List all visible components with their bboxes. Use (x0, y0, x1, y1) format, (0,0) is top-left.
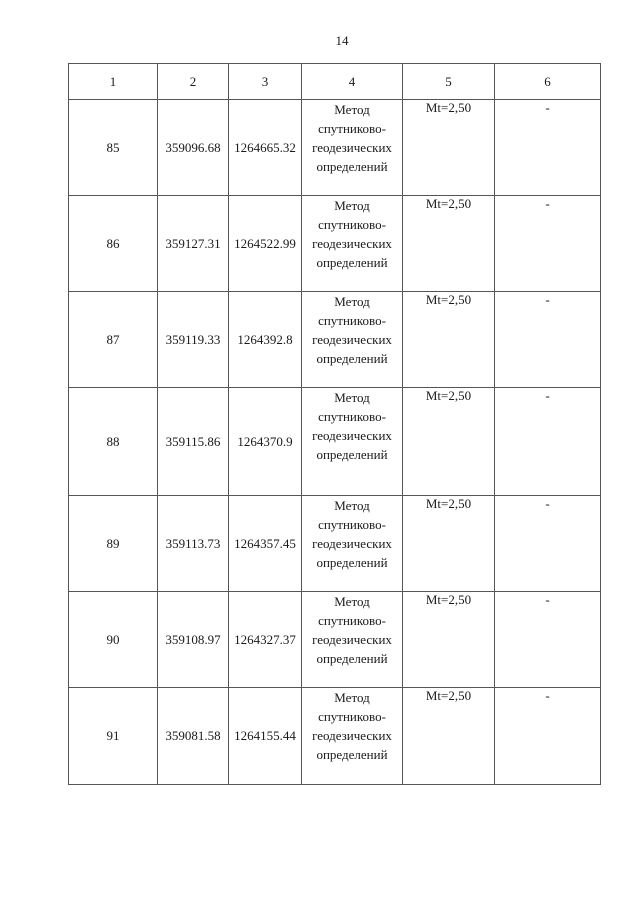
note-value: - (495, 496, 601, 592)
coordinate-x: 359096.68 (158, 100, 229, 196)
method-cell (302, 496, 403, 592)
method-line: Метод (334, 690, 370, 705)
method-line: спутниково- (318, 409, 386, 424)
coordinates-table (68, 63, 601, 785)
column-header-6: 6 (495, 64, 601, 100)
method-line: определений (316, 351, 388, 366)
method-cell (302, 292, 403, 388)
table-header-row (69, 64, 601, 100)
method-cell (302, 592, 403, 688)
coordinate-y: 1264522.99 (229, 196, 302, 292)
method-line: определений (316, 747, 388, 762)
method-line: Метод (334, 498, 370, 513)
method-cell (302, 688, 403, 785)
coordinate-x: 359119.33 (158, 292, 229, 388)
page-number: 14 (335, 33, 349, 48)
method-cell (302, 388, 403, 496)
method-line: геодезических (312, 140, 392, 155)
table-row (69, 388, 601, 496)
coordinate-x: 359127.31 (158, 196, 229, 292)
method-line: геодезических (312, 332, 392, 347)
note-value: - (495, 292, 601, 388)
method-line: спутниково- (318, 709, 386, 724)
table-row (69, 688, 601, 785)
table-row (69, 100, 601, 196)
note-value: - (495, 388, 601, 496)
method-line: Метод (334, 198, 370, 213)
note-value: - (495, 100, 601, 196)
method-line: Метод (334, 390, 370, 405)
method-line: Метод (334, 294, 370, 309)
method-line: спутниково- (318, 121, 386, 136)
method-line: спутниково- (318, 517, 386, 532)
point-number: 86 (69, 196, 158, 292)
column-header-1: 1 (69, 64, 158, 100)
point-number: 90 (69, 592, 158, 688)
accuracy-value: Mt=2,50 (403, 592, 495, 688)
method-line: геодезических (312, 536, 392, 551)
coordinate-x: 359108.97 (158, 592, 229, 688)
method-line: геодезических (312, 428, 392, 443)
coordinate-x: 359081.58 (158, 688, 229, 785)
point-number: 89 (69, 496, 158, 592)
method-line: геодезических (312, 632, 392, 647)
accuracy-value: Mt=2,50 (403, 496, 495, 592)
method-line: спутниково- (318, 313, 386, 328)
method-line: определений (316, 447, 388, 462)
note-value: - (495, 688, 601, 785)
note-value: - (495, 196, 601, 292)
column-header-5: 5 (403, 64, 495, 100)
coordinate-y: 1264155.44 (229, 688, 302, 785)
coordinate-y: 1264392.8 (229, 292, 302, 388)
method-line: геодезических (312, 728, 392, 743)
table-row (69, 496, 601, 592)
coordinate-y: 1264327.37 (229, 592, 302, 688)
method-line: определений (316, 255, 388, 270)
point-number: 91 (69, 688, 158, 785)
method-line: Метод (334, 102, 370, 117)
method-line: спутниково- (318, 217, 386, 232)
column-header-2: 2 (158, 64, 229, 100)
table-row (69, 292, 601, 388)
method-line: спутниково- (318, 613, 386, 628)
accuracy-value: Mt=2,50 (403, 688, 495, 785)
accuracy-value: Mt=2,50 (403, 292, 495, 388)
table-row (69, 592, 601, 688)
note-value: - (495, 592, 601, 688)
coordinate-x: 359115.86 (158, 388, 229, 496)
method-line: определений (316, 555, 388, 570)
coordinate-y: 1264370.9 (229, 388, 302, 496)
point-number: 88 (69, 388, 158, 496)
method-line: определений (316, 159, 388, 174)
coordinate-y: 1264665.32 (229, 100, 302, 196)
point-number: 85 (69, 100, 158, 196)
coordinate-x: 359113.73 (158, 496, 229, 592)
method-line: определений (316, 651, 388, 666)
point-number: 87 (69, 292, 158, 388)
accuracy-value: Mt=2,50 (403, 388, 495, 496)
method-line: Метод (334, 594, 370, 609)
accuracy-value: Mt=2,50 (403, 196, 495, 292)
method-cell (302, 196, 403, 292)
accuracy-value: Mt=2,50 (403, 100, 495, 196)
column-header-3: 3 (229, 64, 302, 100)
method-cell (302, 100, 403, 196)
table-row (69, 196, 601, 292)
method-line: геодезических (312, 236, 392, 251)
column-header-4: 4 (302, 64, 403, 100)
coordinate-y: 1264357.45 (229, 496, 302, 592)
